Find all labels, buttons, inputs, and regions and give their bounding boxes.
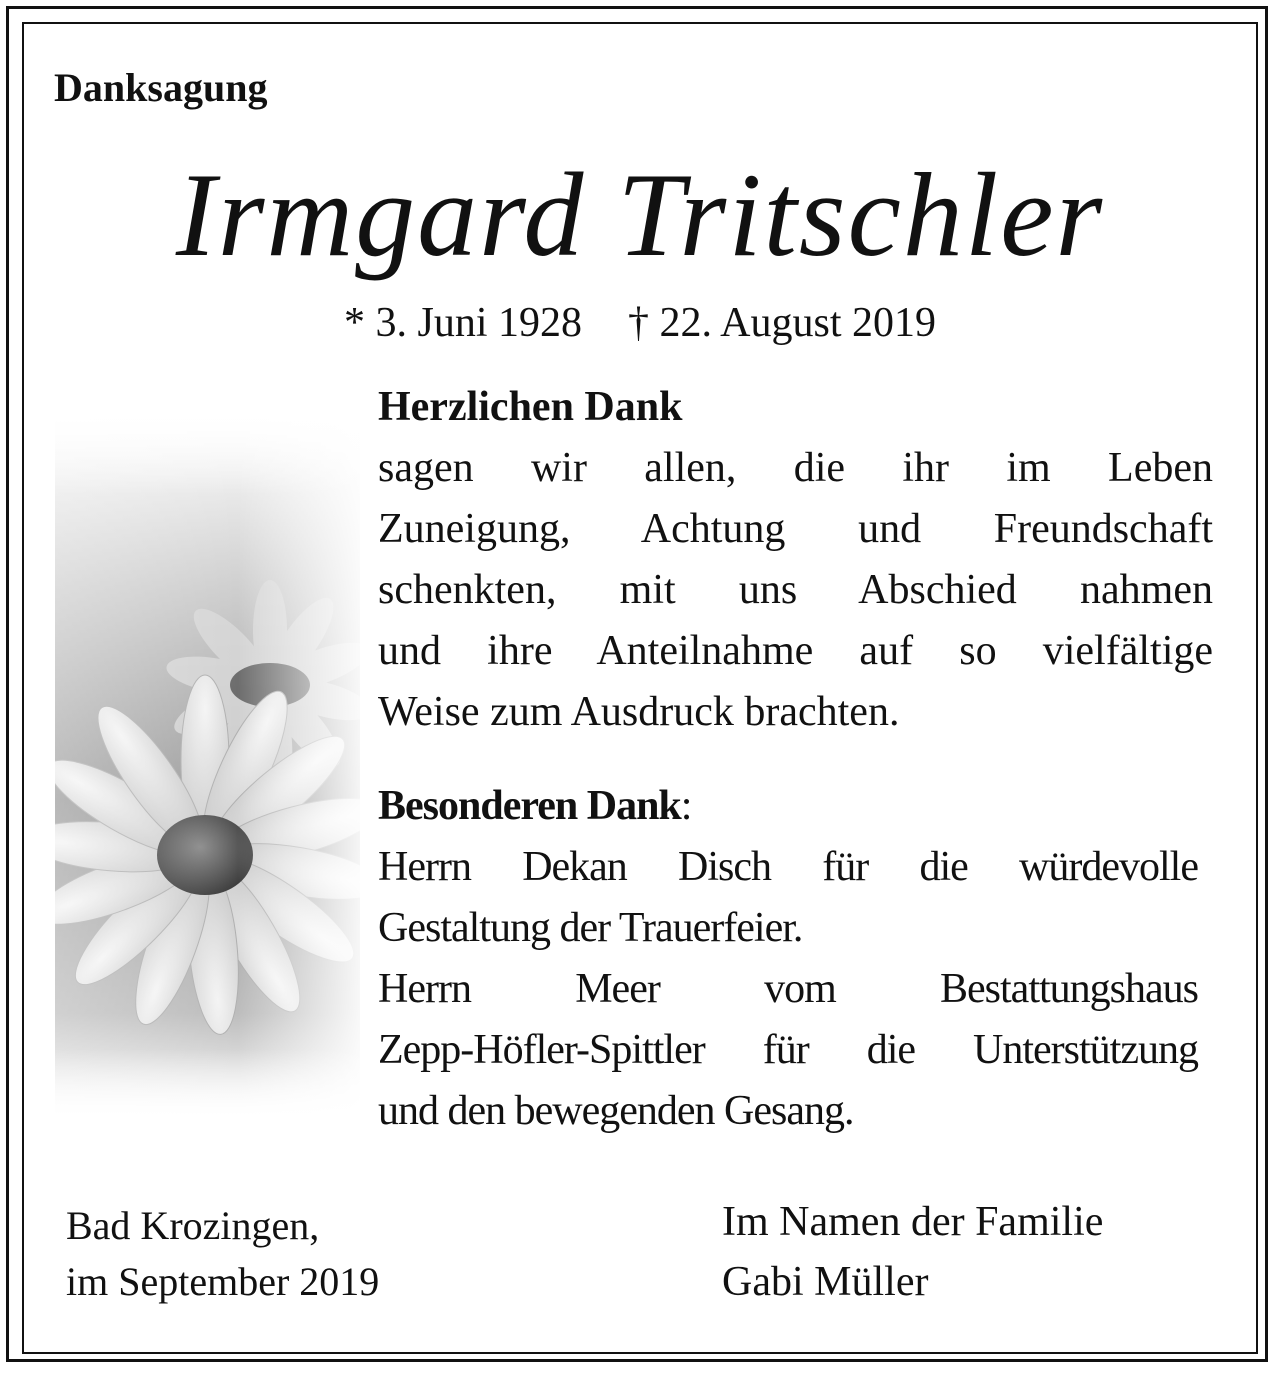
thanks-line: Zuneigung, Achtung und Freundschaft	[378, 506, 1213, 552]
thanks-title: Herzlichen Dank	[378, 384, 683, 430]
place: Bad Krozingen,	[66, 1203, 320, 1248]
special-thanks-line: Herrn Dekan Disch für die würdevolle	[378, 844, 1198, 890]
signature-intro: Im Namen der Familie	[722, 1199, 1104, 1245]
death-date: † 22. August 2019	[627, 300, 937, 346]
thanks-line: Weise zum Ausdruck brachten.	[378, 689, 900, 735]
thanks-line: schenkten, mit uns Abschied nahmen	[378, 567, 1213, 613]
signature-name: Gabi Müller	[722, 1259, 929, 1305]
thanks-line: und ihre Anteilnahme auf so vielfältige	[378, 628, 1213, 674]
special-thanks-title: Besonderen Dank	[378, 783, 681, 829]
thanks-paragraph	[378, 377, 1213, 743]
special-thanks-line: Zepp-Höfler-Spittler für die Unterstützung	[378, 1027, 1198, 1073]
thanks-line: sagen wir allen, die ihr im Leben	[378, 445, 1213, 491]
notice-heading: Danksagung	[54, 65, 268, 110]
daisy-flower-photo	[55, 410, 360, 1120]
birth-date: * 3. Juni 1928	[343, 300, 582, 346]
special-thanks-colon: :	[680, 783, 692, 829]
special-thanks-paragraph	[378, 776, 1198, 1142]
signature-block	[722, 1192, 1103, 1312]
place-and-date	[66, 1198, 379, 1310]
special-thanks-line: und den bewegenden Gesang.	[378, 1088, 854, 1134]
special-thanks-line: Gestaltung der Trauerfeier.	[378, 905, 803, 951]
deceased-name: Irmgard Tritschler	[175, 148, 1105, 281]
special-thanks-line: Herrn Meer vom Bestattungshaus	[378, 966, 1198, 1012]
date: im September 2019	[66, 1259, 380, 1304]
life-dates	[0, 298, 1280, 348]
